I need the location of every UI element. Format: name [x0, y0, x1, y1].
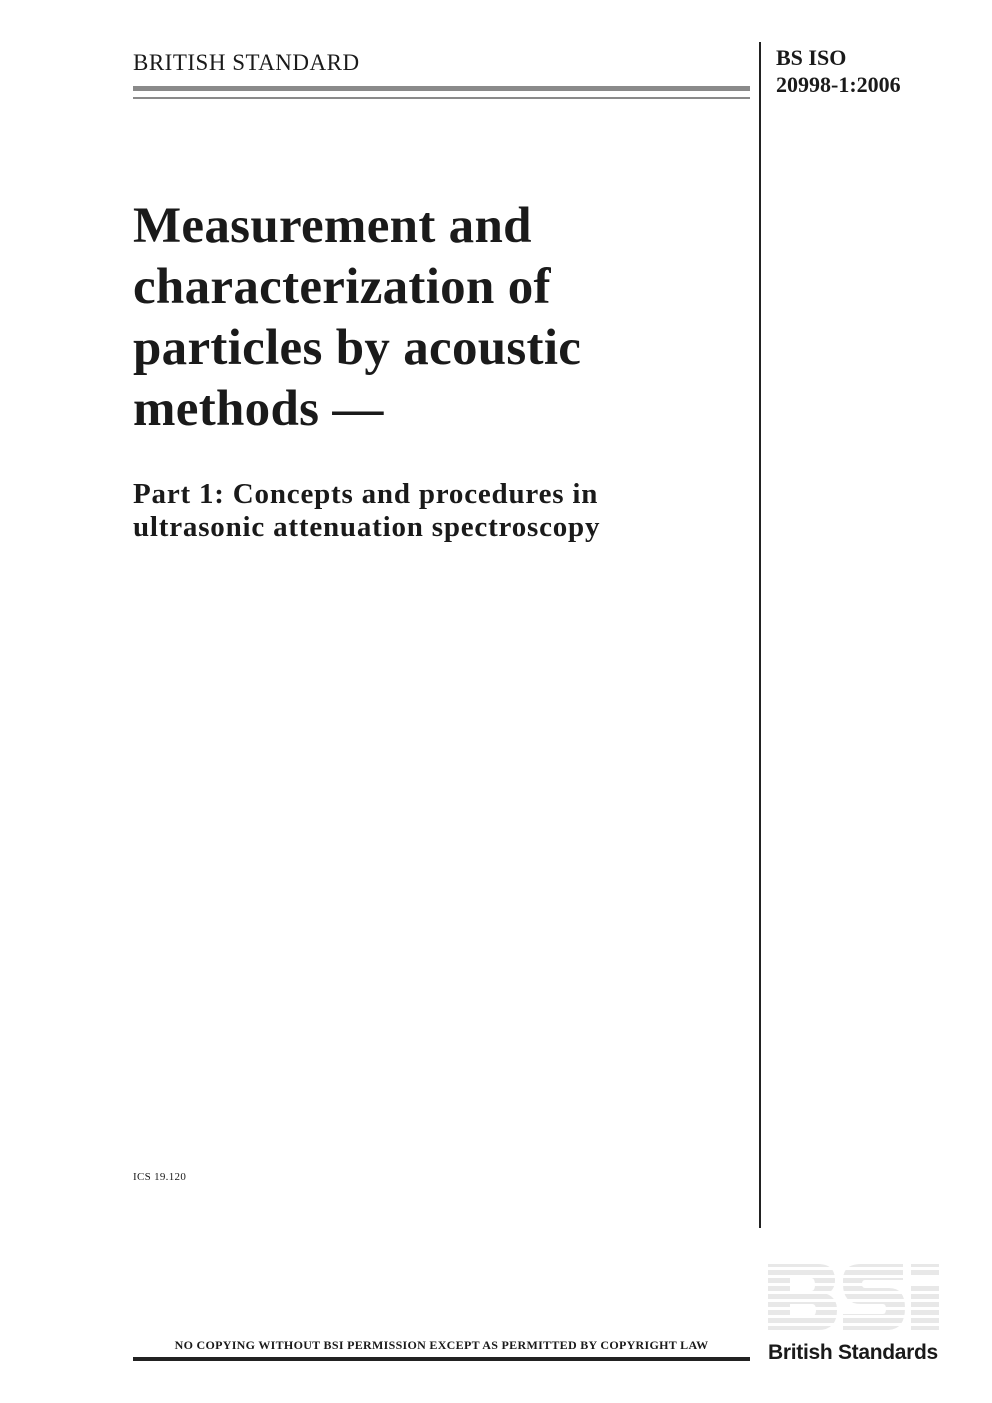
document-subtitle [133, 478, 733, 544]
header-rule-thin [133, 97, 750, 99]
copyright-notice: NO COPYING WITHOUT BSI PERMISSION EXCEPT AS PERMITTED BY COPYRIGHT LAW [174, 1338, 709, 1352]
document-title [133, 196, 733, 440]
document-number [776, 44, 901, 98]
ics-code: ICS 19.120 [133, 1171, 187, 1183]
document-number-line1: BS ISO [776, 45, 847, 70]
vertical-divider [759, 42, 761, 1228]
title-line-4: methods — [133, 381, 384, 437]
subtitle-line-1: Part 1: Concepts and procedures in [133, 478, 599, 510]
standard-type-label: BRITISH STANDARD [133, 50, 360, 75]
subtitle-line-2: ultrasonic attenuation spectroscopy [133, 511, 601, 543]
bsi-tagline: British Standards [768, 1341, 938, 1364]
header-rule-thick [133, 86, 750, 91]
document-number-line2: 20998-1:2006 [776, 72, 901, 97]
title-line-2: characterization of [133, 259, 551, 315]
footer-rule [133, 1357, 750, 1361]
title-line-1: Measurement and [133, 198, 532, 254]
title-line-3: particles by acoustic [133, 320, 582, 376]
